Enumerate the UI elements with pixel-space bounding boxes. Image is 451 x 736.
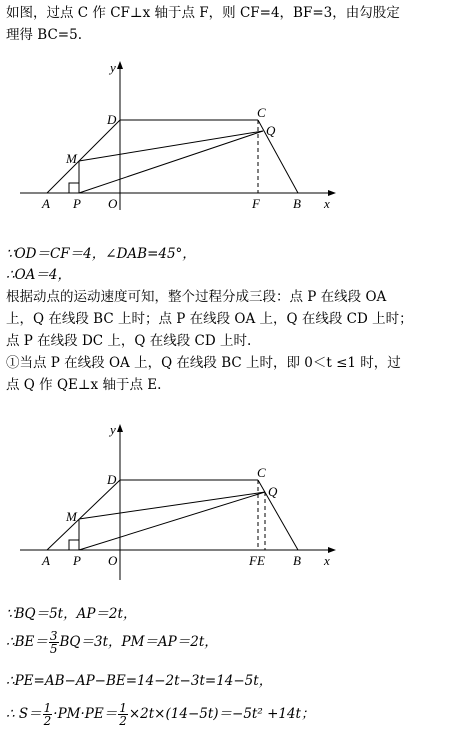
label-C: C: [257, 465, 266, 480]
segment-CB: [258, 120, 298, 193]
label-y: y: [110, 60, 116, 75]
step-2: [6, 630, 218, 655]
label-M: M: [66, 151, 77, 166]
intro-line-2: 理得 BC=5.: [6, 27, 82, 43]
label-D: D: [107, 472, 117, 487]
fraction-denominator: 2: [119, 714, 127, 728]
segment-MQ: [79, 131, 263, 161]
step-2-post: BQ＝3t，PM＝AP＝2t，: [59, 634, 218, 650]
mid-line-2: ∴OA＝4，: [6, 267, 71, 283]
label-O: O: [108, 553, 118, 568]
label-FE: FE: [249, 553, 265, 568]
geometry-figure-2: [0, 412, 451, 582]
segment-PQ: [79, 131, 263, 193]
step-4-post: ×2t×(14−5t)＝−5t² +14t；: [128, 706, 315, 722]
fraction-denominator: 5: [49, 642, 58, 656]
step-4: [6, 702, 314, 727]
mid-line-6: ①当点 P 在线段 OA 上，Q 在线段 BC 上时，即 0＜t ≤1 时，过: [6, 355, 401, 371]
mid-line-3: 根据动点的运动速度可知，整个过程分成三段：点 P 在线段 OA: [6, 289, 387, 305]
fraction-numerator: 1: [119, 701, 127, 715]
fraction-denominator: 2: [43, 714, 52, 728]
label-M: M: [66, 509, 77, 524]
fraction-numerator: 1: [43, 701, 52, 715]
label-Q: Q: [266, 123, 276, 138]
mid-line-1: ∵OD＝CF＝4，∠DAB=45°，: [6, 246, 196, 262]
label-P: P: [73, 553, 81, 568]
label-O: O: [108, 196, 118, 211]
mid-line-7: 点 Q 作 QE⊥x 轴于点 E.: [6, 377, 162, 393]
mid-line-4: 上，Q 在线段 BC 上时；点 P 在线段 OA 上，Q 在线段 CD 上时；: [6, 311, 413, 327]
y-axis-arrow: [117, 424, 123, 432]
label-x: x: [324, 196, 330, 211]
label-y: y: [110, 422, 116, 437]
fraction-1-2-a: [43, 702, 53, 727]
step-1: ∵BQ＝5t，AP＝2t，: [6, 606, 137, 622]
label-A: A: [42, 196, 50, 211]
segment-CB: [258, 480, 298, 550]
geometry-figure-1: [0, 55, 451, 215]
label-B: B: [293, 196, 301, 211]
label-A: A: [42, 553, 50, 568]
right-angle-mark: [69, 540, 79, 550]
label-P: P: [73, 196, 81, 211]
fraction-1-2-b: [118, 702, 128, 727]
label-F: F: [252, 196, 260, 211]
right-angle-mark: [69, 183, 79, 193]
intro-line-1: 如图，过点 C 作 CF⊥x 轴于点 F，则 CF=4，BF=3，由勾股定: [6, 5, 400, 21]
label-D: D: [107, 112, 117, 127]
step-4-pre: ∴ S＝: [6, 706, 42, 722]
fraction-3-5: [49, 630, 59, 655]
step-3: ∴PE=AB−AP−BE=14−2t−3t=14−5t，: [6, 673, 273, 689]
y-axis-arrow: [117, 61, 123, 69]
label-B: B: [293, 553, 301, 568]
mid-line-5: 点 P 在线段 DC 上，Q 在线段 CD 上时.: [6, 333, 252, 349]
segment-PQ: [79, 492, 265, 550]
label-C: C: [257, 105, 266, 120]
fraction-numerator: 3: [49, 629, 58, 643]
label-x: x: [324, 553, 330, 568]
step-4-mid: ·PM·PE＝: [53, 706, 118, 722]
step-2-pre: ∴BE＝: [6, 634, 48, 650]
segment-MQ: [79, 492, 265, 519]
label-Q: Q: [268, 484, 278, 499]
